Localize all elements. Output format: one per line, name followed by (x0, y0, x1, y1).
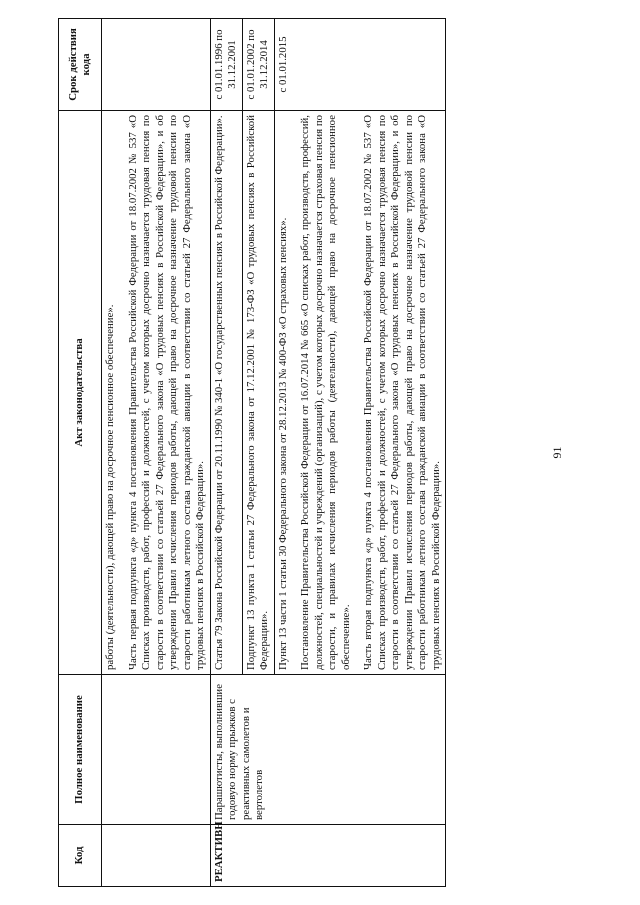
period-cell: с 01.01.2015 (274, 19, 446, 111)
header-code: Код (59, 825, 102, 887)
code-cell: РЕАКТИВН (210, 825, 446, 887)
act-paragraph: Статья 79 Закона Российской Федерации от 20.11.1990 № 340-1 «О государственных пенсиях в Российской Федерации». (212, 115, 225, 670)
act-cell-multi (274, 111, 446, 675)
act-cell (102, 111, 211, 675)
table-header-row (59, 19, 102, 887)
act-paragraph: Часть вторая подпункта «д» пункта 4 постановления Правительства Российской Федерации от 18.07.2002 № 537 «О Списках производств, работ, профессий и должностей, с учетом которых досрочно назначается трудовая пенсия по старости в соответствии со статьей 27 Федерального закона «О трудовых пенсиях в Российской Федерации», и об утверждении Правил исчисления периодов работы, дающей право на досрочное назначение трудовой пенсии по старости работникам летного состава гражданской авиации в соответствии со статьей 27 Федерального закона «О трудовых пенсиях в Российской Федерации». (362, 115, 442, 670)
act-cell (242, 111, 274, 675)
page-number: 91 (550, 446, 564, 459)
name-cell (102, 675, 211, 825)
header-period: Срок действия кода (59, 19, 102, 111)
act-cell (210, 111, 242, 675)
period-cell: с 01.01.2002 по 31.12.2014 (242, 19, 274, 111)
table-row-continuation (102, 19, 211, 887)
table-row-reaktivn (210, 19, 242, 887)
legislation-table (58, 18, 446, 887)
act-paragraph: работы (деятельности), дающей право на досрочное пенсионное обеспечение». (104, 304, 116, 670)
header-act: Акт законодательства (59, 111, 102, 675)
header-name: Полное наименование (59, 675, 102, 825)
code-cell (102, 825, 211, 887)
name-cell: Парашютисты, выполнившие годовую норму прыжков с реактивных самолетов и вертолетов (210, 675, 446, 825)
act-paragraph: Пункт 13 части 1 статьи 30 Федерального закона от 28.12.2013 № 400-ФЗ «О страховых пенсиях». (276, 217, 289, 670)
period-cell (102, 19, 211, 111)
act-paragraph: Постановление Правительства Российской Федерации от 16.07.2014 № 665 «О списках работ, производств, профессий, должностей, специальностей и учреждений (организаций), с учетом которых досрочно назначается страховая пенсия по старости, и правилах исчисления периодов работы (деятельности), дающей право на досрочное пенсионное обеспечение». (299, 115, 352, 670)
period-cell: с 01.01.1996 по 31.12.2001 (210, 19, 242, 111)
act-paragraph: Часть первая подпункта «д» пункта 4 постановления Правительства Российской Федерации от 18.07.2002 № 537 «О Списках производств, работ, профессий и должностей, с учетом которых досрочно назначается трудовая пенсия по старости в соответствии со статьей 27 Федерального закона «О трудовых пенсиях в Российской Федерации», и об утверждении Правил исчисления периодов работы, дающей право на досрочное назначение трудовой пенсии по старости работникам летного состава гражданской авиации в соответствии со статьей 27 Федерального закона «О трудовых пенсиях в Российской Федерации». (126, 115, 206, 670)
act-paragraph: Подпункт 13 пункта 1 статьи 27 Федерального закона от 17.12.2001 № 173-ФЗ «О трудовых пенсиях в Российской Федерации». (244, 115, 270, 670)
